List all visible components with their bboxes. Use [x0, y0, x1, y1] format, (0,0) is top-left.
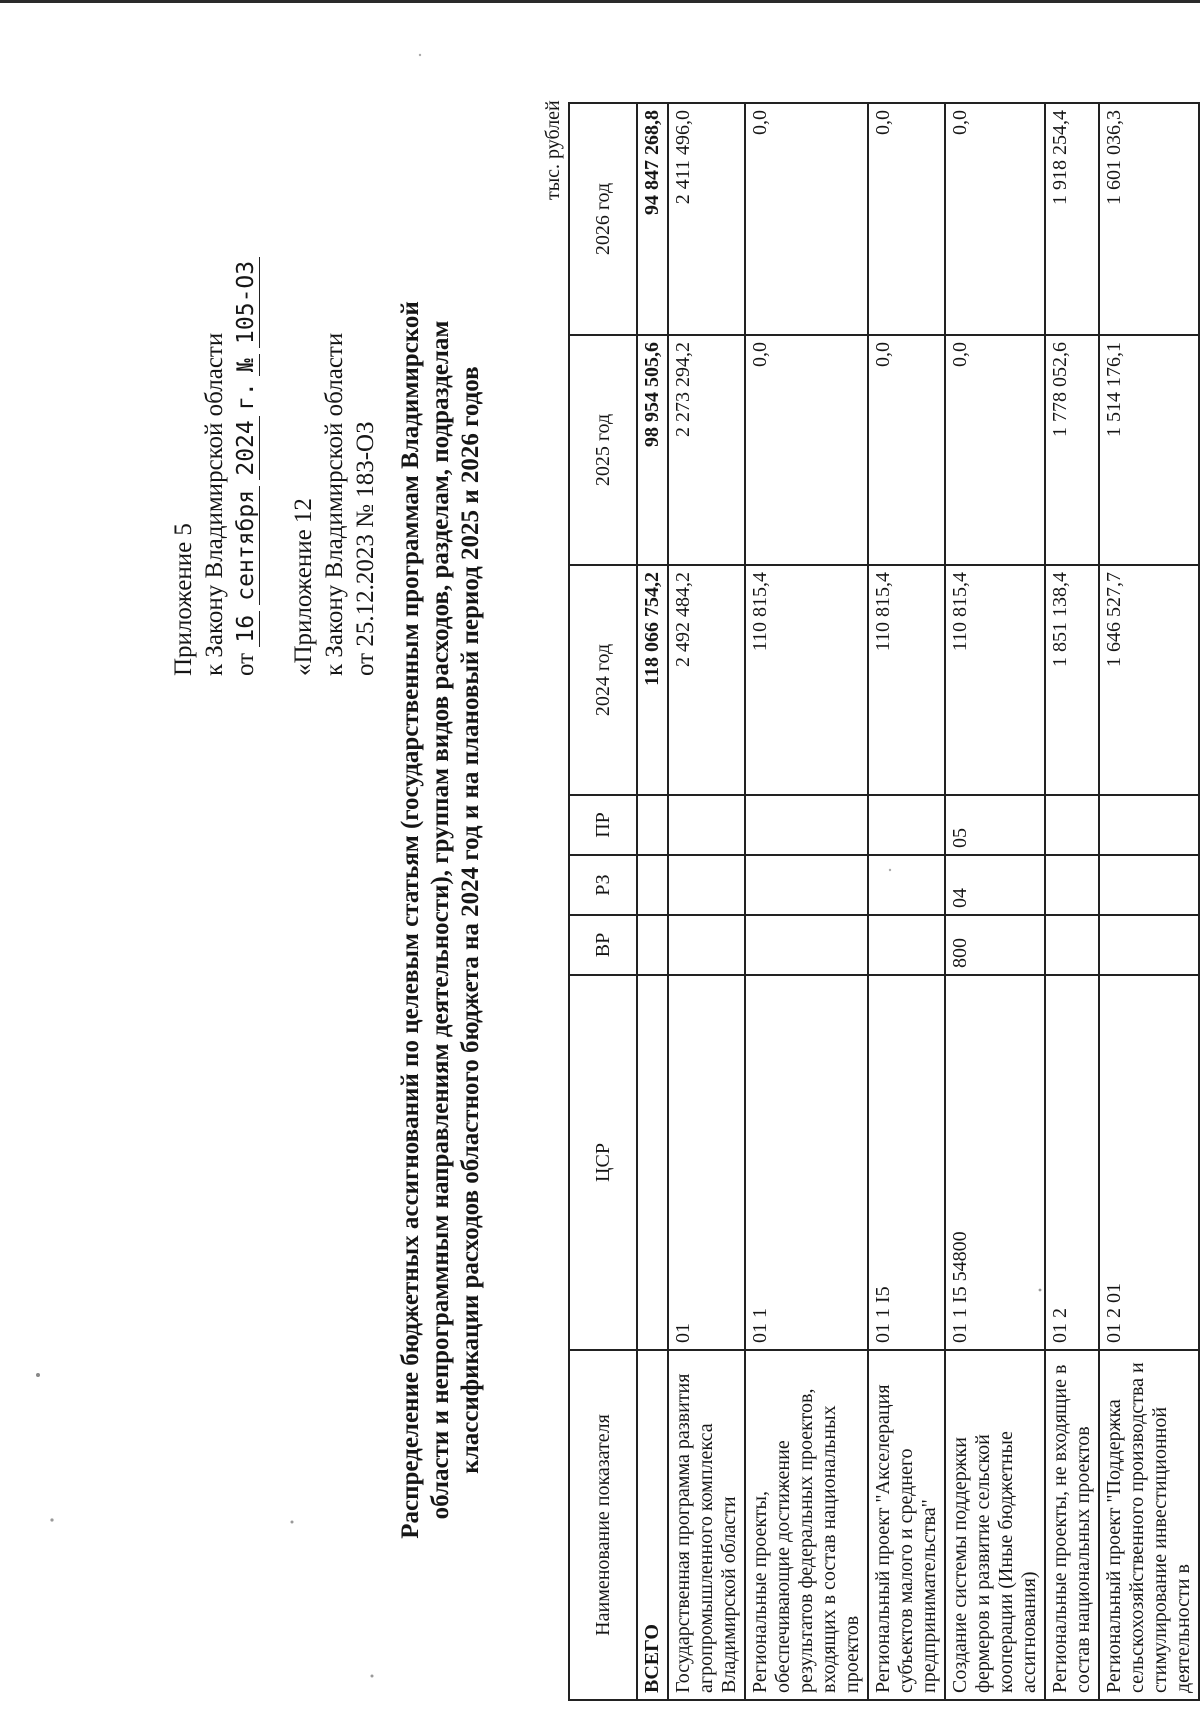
cell-2025: 0,0 — [868, 335, 945, 565]
header-2024: 2024 год — [569, 565, 637, 795]
previous-annex-line-1: «Приложение 12 — [290, 498, 317, 676]
previous-annex-line-3: от 25.12.2023 № 183-ОЗ — [352, 421, 379, 676]
annex-date-line — [230, 136, 262, 676]
header-name: Наименование показателя — [569, 1350, 637, 1700]
cell-name: Региональные проекты, не входящие в состав национальных проектов — [1045, 1350, 1099, 1700]
cell-name: ВСЕГО — [637, 1350, 668, 1700]
document-title: Распределение бюджетных ассигнований по целевым статьям (государственным программам Владимирской области и непрограммным направлениям деятельности), группам видов расходов, разделам, подразделам классификации расходов областного бюджета на 2024 год и на плановый период 2025 и 2026 годов — [397, 301, 484, 1539]
cell-csr: 01 — [668, 975, 745, 1350]
cell-csr — [637, 975, 668, 1350]
cell-2026: 1 601 036,3 — [1099, 103, 1199, 335]
cell-2026: 0,0 — [868, 103, 945, 335]
cell-rz: 04 — [945, 855, 1045, 915]
budget-table — [568, 102, 1200, 1701]
cell-2024: 1 851 138,4 — [1045, 565, 1099, 795]
cell-2024: 118 066 754,2 — [637, 565, 668, 795]
cell-rz — [1099, 855, 1199, 915]
annex-date-day: 16 — [233, 611, 260, 647]
cell-csr: 01 2 01 — [1099, 975, 1199, 1350]
header-pr: ПР — [569, 795, 637, 855]
previous-annex-line-2: к Закону Владимирской области — [321, 332, 348, 676]
cell-vr — [1045, 915, 1099, 975]
header-rz: РЗ — [569, 855, 637, 915]
cell-2025: 0,0 — [745, 335, 868, 565]
cell-vr — [637, 915, 668, 975]
table-row — [668, 103, 745, 1700]
annex-date-year: 2024 — [233, 416, 260, 479]
table-row — [745, 103, 868, 1700]
cell-2025: 0,0 — [945, 335, 1045, 565]
cell-2025: 98 954 505,6 — [637, 335, 668, 565]
cell-name: Региональный проект "Акселерация субъектов малого и среднего предпринимательства" — [868, 1350, 945, 1700]
cell-name: Региональные проекты, обеспечивающие достижение результатов федеральных проектов, входящих в состав национальных проектов — [745, 1350, 868, 1700]
units-label: тыс. рублей — [542, 100, 564, 200]
cell-2024: 1 646 527,7 — [1099, 565, 1199, 795]
annex-header — [168, 136, 381, 676]
cell-rz — [637, 855, 668, 915]
cell-2026: 1 918 254,4 — [1045, 103, 1099, 335]
cell-pr — [668, 795, 745, 855]
cell-2025: 2 273 294,2 — [668, 335, 745, 565]
annex-date-month: сентября — [233, 486, 260, 605]
cell-name: Создание системы поддержки фермеров и развитие сельской кооперации (Иные бюджетные ассигнования) — [945, 1350, 1045, 1700]
annex-line-1: Приложение 5 — [170, 523, 197, 676]
cell-vr — [1099, 915, 1199, 975]
cell-pr — [637, 795, 668, 855]
cell-rz — [868, 855, 945, 915]
cell-pr — [1045, 795, 1099, 855]
annex-line-2: к Закону Владимирской области — [201, 332, 228, 676]
cell-csr: 01 1 I5 54800 — [945, 975, 1045, 1350]
cell-2025: 1 514 176,1 — [1099, 335, 1199, 565]
header-csr: ЦСР — [569, 975, 637, 1350]
cell-csr: 01 1 I5 — [868, 975, 945, 1350]
cell-2026: 0,0 — [745, 103, 868, 335]
cell-name: Государственная программа развития агропромышленного комплекса Владимирской области — [668, 1350, 745, 1700]
annex-number-label: № — [233, 354, 260, 376]
header-2025: 2025 год — [569, 335, 637, 565]
cell-vr — [745, 915, 868, 975]
annex-date-year-suffix: г. — [233, 382, 259, 411]
table-row — [1045, 103, 1099, 1700]
cell-pr — [745, 795, 868, 855]
table-row — [1099, 103, 1199, 1700]
cell-pr — [868, 795, 945, 855]
cell-2024: 2 492 484,2 — [668, 565, 745, 795]
cell-pr — [1099, 795, 1199, 855]
cell-2026: 94 847 268,8 — [637, 103, 668, 335]
table-row-total — [637, 103, 668, 1700]
cell-2026: 0,0 — [945, 103, 1045, 335]
cell-rz — [1045, 855, 1099, 915]
cell-pr: 05 — [945, 795, 1045, 855]
cell-vr — [868, 915, 945, 975]
table-row — [868, 103, 945, 1700]
cell-csr: 01 2 — [1045, 975, 1099, 1350]
cell-rz — [745, 855, 868, 915]
cell-2024: 110 815,4 — [745, 565, 868, 795]
annex-date-prefix: от — [232, 652, 259, 676]
cell-vr — [668, 915, 745, 975]
header-vr: ВР — [569, 915, 637, 975]
cell-2024: 110 815,4 — [868, 565, 945, 795]
header-2026: 2026 год — [569, 103, 637, 335]
table-row — [945, 103, 1045, 1700]
annex-number: 105-ОЗ — [233, 257, 260, 348]
cell-csr: 01 1 — [745, 975, 868, 1350]
cell-rz — [668, 855, 745, 915]
cell-2024: 110 815,4 — [945, 565, 1045, 795]
cell-name: Региональный проект "Поддержка сельскохозяйственного производства и стимулирование инвестиционной деятельности в — [1099, 1350, 1199, 1700]
cell-vr: 800 — [945, 915, 1045, 975]
cell-2026: 2 411 496,0 — [668, 103, 745, 335]
table-header-row — [569, 103, 637, 1700]
cell-2025: 1 778 052,6 — [1045, 335, 1099, 565]
